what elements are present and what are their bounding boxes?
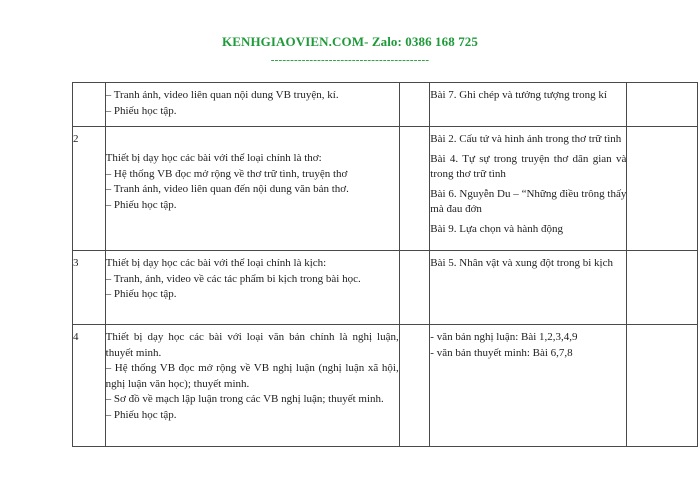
row-content	[105, 251, 399, 325]
content-line: – Tranh ảnh, video liên quan nội dung VB truyện, kí.	[105, 89, 339, 101]
content-line: – Sơ đồ về mạch lập luận trong các VB nghị luận; thuyết minh.	[105, 393, 384, 405]
table-row	[73, 325, 698, 447]
lesson-line: - văn bản nghị luận: Bài 1,2,3,4,9	[430, 331, 578, 343]
empty-cell	[399, 251, 430, 325]
equipment-table	[72, 82, 698, 447]
row-content	[105, 83, 399, 127]
table-row	[73, 83, 698, 127]
empty-cell	[399, 127, 430, 251]
row-lessons	[430, 325, 627, 447]
row-lessons	[430, 251, 627, 325]
content-line: – Phiếu học tập.	[105, 104, 177, 117]
row-number: 2	[73, 127, 106, 251]
lesson-line: Bài 7. Ghi chép và tưởng tượng trong kí	[430, 89, 607, 101]
content-line: – Phiếu học tập.	[105, 408, 177, 421]
row-content	[105, 325, 399, 447]
empty-cell	[399, 325, 430, 447]
lesson-line: Bài 4. Tự sự trong truyện thơ dân gian và trong thơ trữ tình	[430, 152, 627, 180]
lesson-line: Bài 5. Nhân vật và xung đột trong bi kịch	[430, 257, 613, 269]
empty-cell	[627, 325, 698, 447]
content-line: – Hệ thống VB đọc mở rộng về VB nghị luận (nghị luận xã hội, nghị luận văn học); thuyết minh.	[105, 362, 399, 390]
content-line: Thiết bị dạy học các bài với loại văn bản chính là nghị luận, thuyết minh.	[105, 331, 399, 359]
content-line: – Tranh, ảnh, video về các tác phẩm bi kịch trong bài học.	[105, 272, 361, 285]
content-line: – Tranh ảnh, video liên quan đến nội dung văn bản thơ.	[105, 183, 349, 195]
lesson-line: Bài 2. Cấu tứ và hình ảnh trong thơ trữ tình	[430, 133, 622, 145]
lesson-line: - văn bản thuyết minh: Bài 6,7,8	[430, 346, 573, 359]
row-number	[73, 83, 106, 127]
table-row	[73, 127, 698, 251]
empty-cell	[627, 83, 698, 127]
content-line: Thiết bị dạy học các bài với thể loại chính là thơ:	[105, 152, 322, 164]
row-content	[105, 127, 399, 251]
site-title: KENHGIAOVIEN.COM- Zalo: 0386 168 725	[221, 34, 479, 49]
row-lessons	[430, 83, 627, 127]
lesson-line: Bài 9. Lựa chọn và hành động	[430, 222, 564, 235]
row-lessons	[430, 127, 627, 251]
lesson-line: Bài 6. Nguyễn Du – “Những điều trông thấy mà đau đớn	[430, 187, 627, 215]
row-number: 3	[73, 251, 106, 325]
empty-cell	[399, 83, 430, 127]
empty-cell	[627, 251, 698, 325]
empty-cell	[627, 127, 698, 251]
content-line: – Phiếu học tập.	[105, 288, 177, 300]
content-line: Thiết bị dạy học các bài với thể loại chính là kịch:	[105, 257, 327, 269]
title-underline: -----------------------------------------	[270, 54, 430, 66]
content-line: – Phiếu học tập.	[105, 198, 177, 211]
content-line: – Hệ thống VB đọc mở rộng về thơ trữ tình, truyện thơ	[105, 167, 348, 180]
row-number: 4	[73, 325, 106, 447]
table-row	[73, 251, 698, 325]
page-header	[0, 34, 700, 66]
